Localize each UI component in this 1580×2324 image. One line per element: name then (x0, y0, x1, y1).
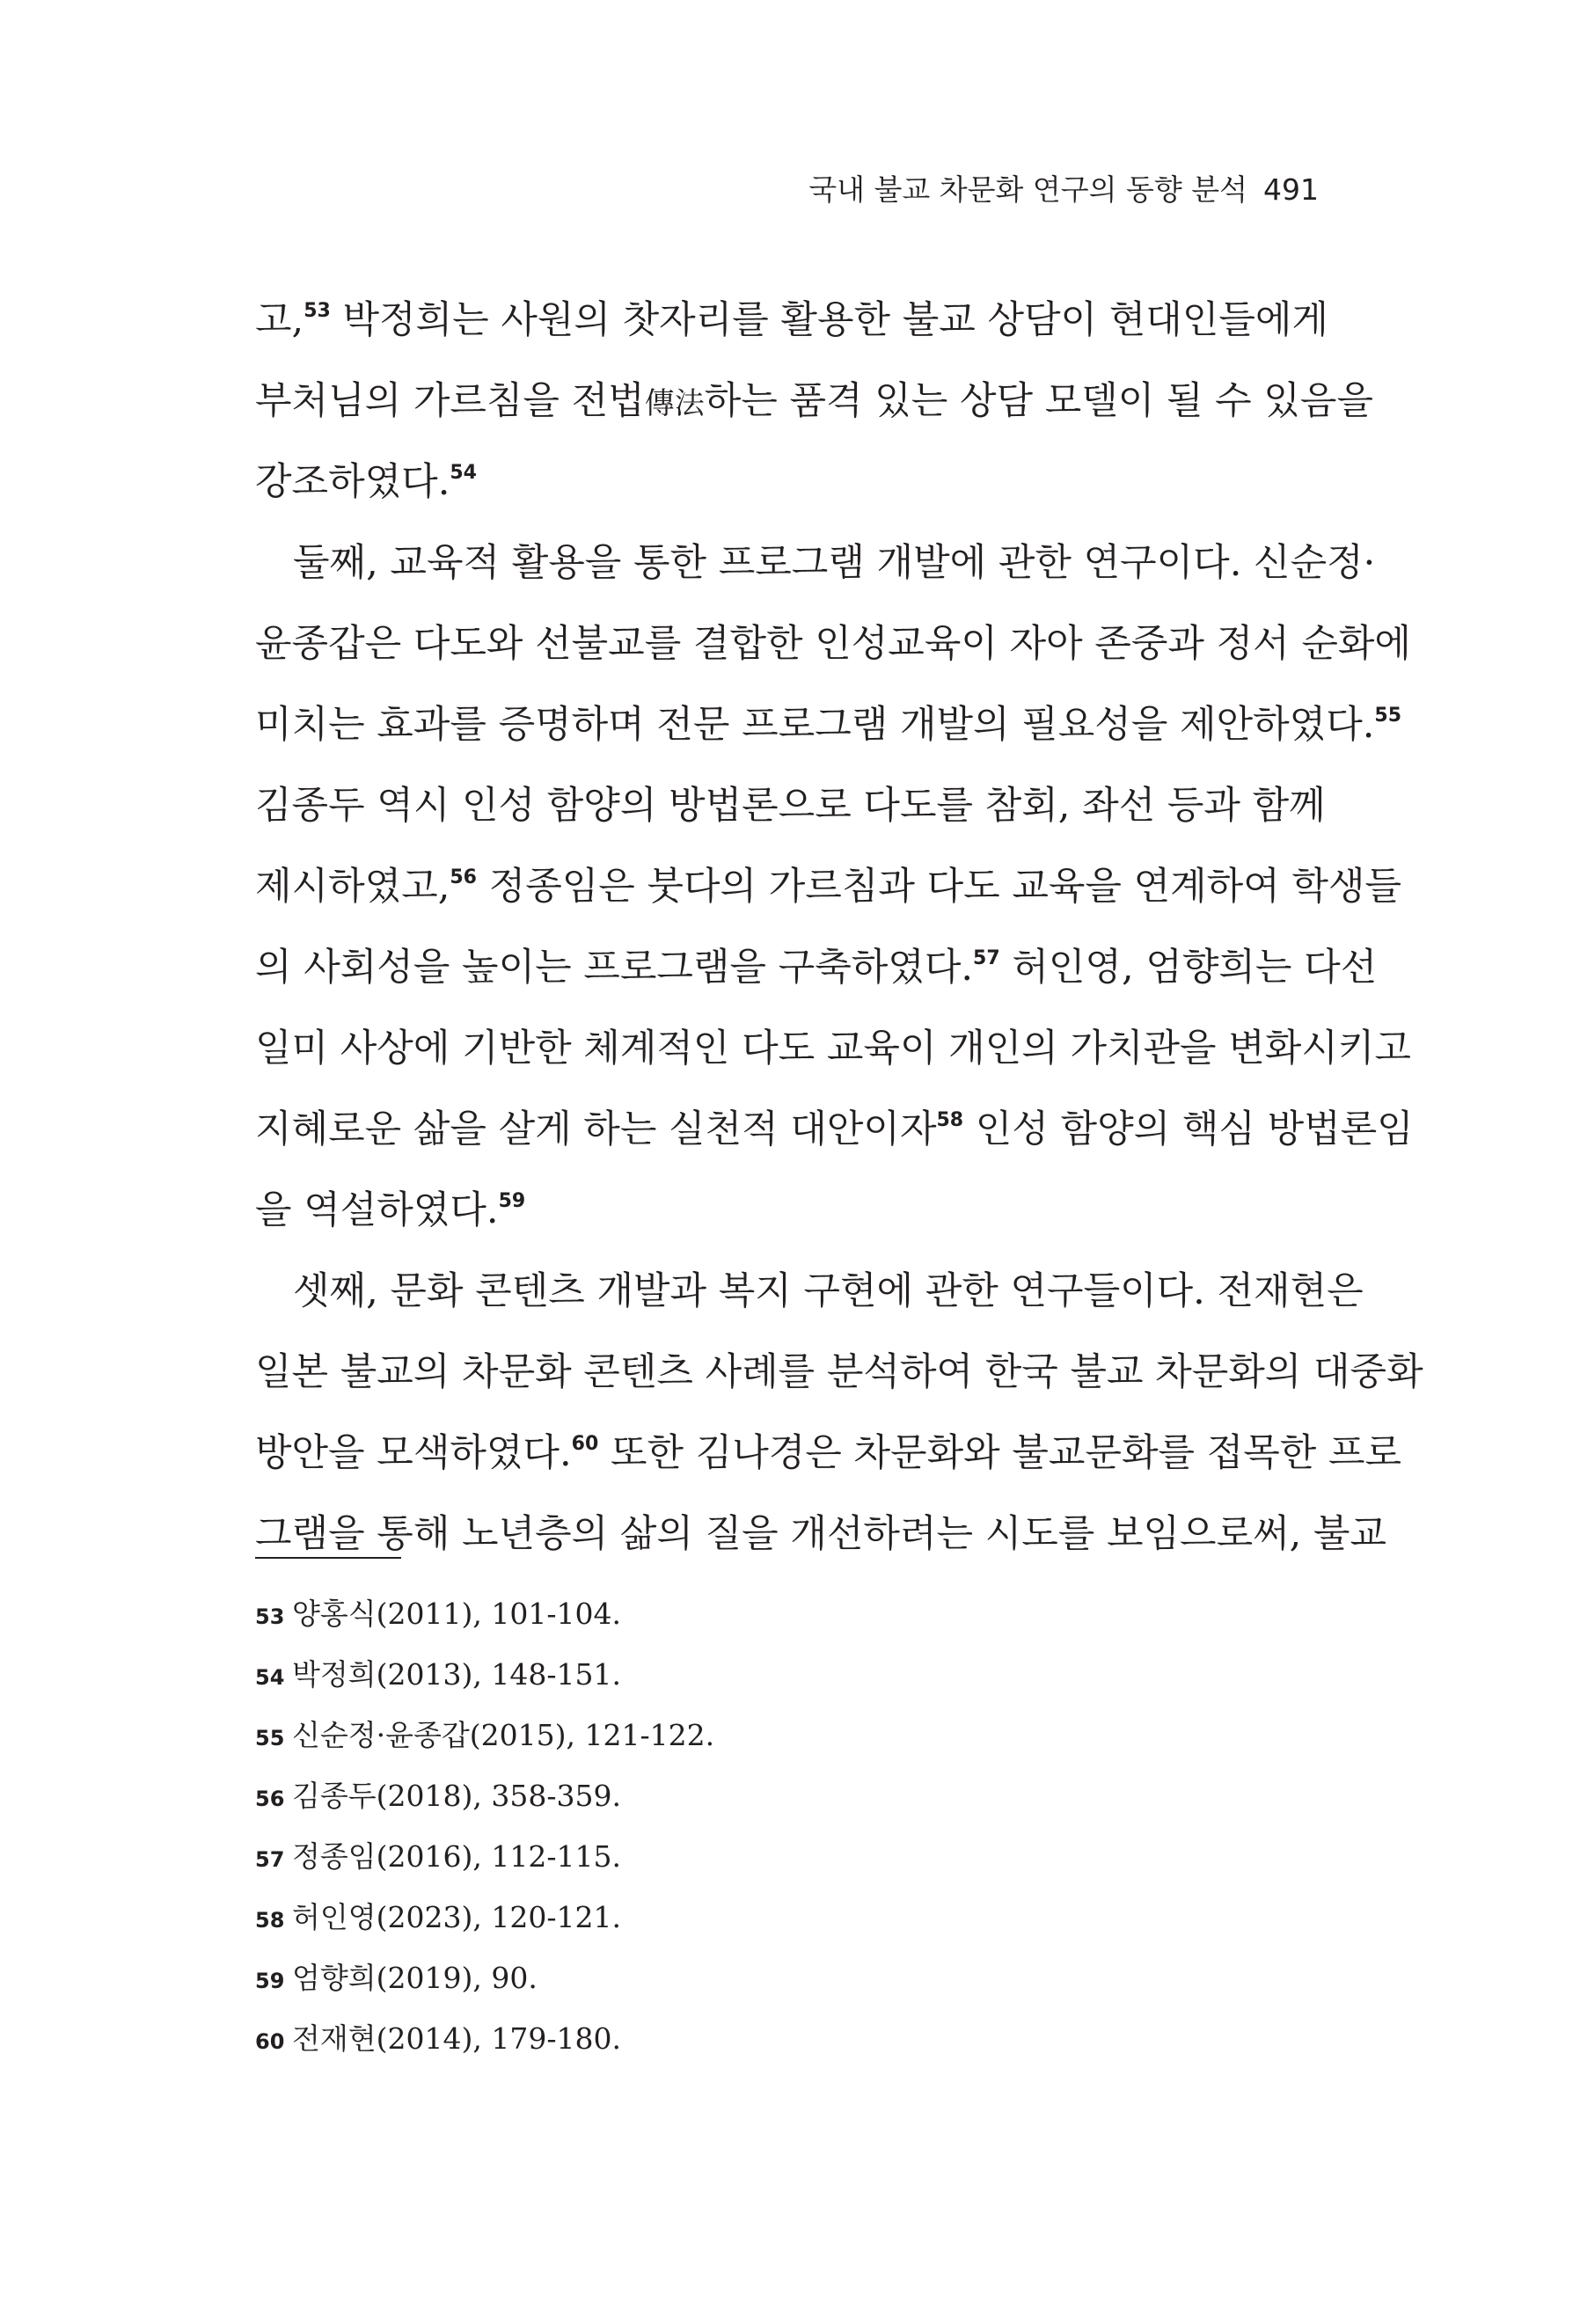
footnote-60 (255, 2008, 1320, 2069)
footnote-58 (255, 1887, 1320, 1948)
footnote-54 (255, 1644, 1320, 1705)
text-line: 일본 불교의 차문화 콘텐츠 사례를 분석하여 한국 불교 차문화의 대중화 (255, 1350, 1423, 1394)
text-line: 강조하였다.$^{54}$ (255, 460, 477, 504)
footnote-ref-60[interactable]: 60 (571, 1433, 599, 1455)
footnote-53 (255, 1583, 1320, 1644)
text-line: 둘째, 교육적 활용을 통한 프로그램 개발에 관한 연구이다. 신순정· (293, 541, 1376, 585)
footnote-text: 양홍식(2011), 101-104. (292, 1597, 621, 1631)
text-line: 지혜로운 삶을 살게 하는 실천적 대안이자$^{58}$ 인성 함양의 핵심 방법론임 (255, 1107, 1414, 1151)
running-header-title: 국내 불교 차문화 연구의 동향 분석 (808, 172, 1247, 207)
footnote-text: 박정희(2013), 148-151. (292, 1657, 621, 1692)
footnote-number: 55 (255, 1726, 285, 1750)
footnote-number: 58 (255, 1908, 285, 1933)
text-line: 김종두 역시 인성 함양의 방법론으로 다도를 참회, 좌선 등과 함께 (255, 784, 1326, 828)
footnote-59 (255, 1948, 1320, 2008)
footnote-57 (255, 1826, 1320, 1887)
footnotes (255, 1583, 1320, 2069)
text-line: 윤종갑은 다도와 선불교를 결합한 인성교육이 자아 존중과 정서 순화에 (255, 622, 1411, 666)
footnote-ref-54[interactable]: 54 (450, 462, 477, 484)
footnote-ref-57[interactable]: 57 (973, 947, 1000, 969)
footnote-ref-56[interactable]: 56 (450, 866, 477, 888)
footnote-text: 김종두(2018), 358-359. (292, 1779, 621, 1813)
running-header (808, 172, 1319, 208)
page-number: 491 (1263, 172, 1319, 207)
text-line: 셋째, 문화 콘텐츠 개발과 복지 구현에 관한 연구들이다. 전재현은 (293, 1269, 1364, 1313)
footnote-text: 허인영(2023), 120-121. (292, 1900, 621, 1934)
hanja-annotation: 傳法 (644, 386, 705, 421)
text-line: 방안을 모색하였다.$^{60}$ 또한 김나경은 차문화와 불교문화를 접목한 프로 (255, 1431, 1402, 1475)
text-line: 을 역설하였다.$^{59}$ (255, 1188, 526, 1232)
text-line: 부처님의 가르침을 전법傳法하는 품격 있는 상담 모델이 될 수 있음을 (255, 379, 1374, 423)
footnote-text: 엄향희(2019), 90. (292, 1961, 538, 1995)
footnote-ref-53[interactable]: 53 (304, 300, 331, 322)
text-line: 고,$^{53}$ 박정희는 사원의 찻자리를 활용한 불교 상담이 현대인들에게 (255, 298, 1328, 342)
text-line: 일미 사상에 기반한 체계적인 다도 교육이 개인의 가치관을 변화시키고 (255, 1027, 1411, 1071)
footnote-ref-59[interactable]: 59 (498, 1190, 526, 1212)
footnote-number: 60 (255, 2029, 285, 2054)
footnote-number: 56 (255, 1787, 285, 1811)
footnote-text: 전재현(2014), 179-180. (292, 2021, 621, 2056)
text-line: 제시하였고,$^{56}$ 정종임은 붓다의 가르침과 다도 교육을 연계하여 학생들 (255, 865, 1402, 909)
text-line: 미치는 효과를 증명하며 전문 프로그램 개발의 필요성을 제안하였다.$^{55}$ (255, 703, 1402, 747)
text-line: 그램을 통해 노년층의 삶의 질을 개선하려는 시도를 보임으로써, 불교 (255, 1512, 1387, 1556)
footnote-number: 54 (255, 1665, 285, 1690)
footnote-number: 53 (255, 1604, 285, 1629)
footnote-number: 57 (255, 1847, 285, 1872)
footnote-ref-58[interactable]: 58 (936, 1109, 964, 1131)
footnote-number: 59 (255, 1969, 285, 1993)
footnote-text: 정종임(2016), 112-115. (292, 1839, 621, 1874)
footnote-56 (255, 1765, 1320, 1826)
text-line: 의 사회성을 높이는 프로그램을 구축하였다.$^{57}$ 허인영, 엄향희는 다선 (255, 946, 1378, 990)
footnote-55 (255, 1705, 1320, 1765)
footnote-divider (255, 1557, 401, 1559)
footnote-text: 신순정·윤종갑(2015), 121-122. (292, 1718, 715, 1752)
body-text (255, 280, 1423, 1575)
footnote-ref-55[interactable]: 55 (1374, 705, 1402, 727)
